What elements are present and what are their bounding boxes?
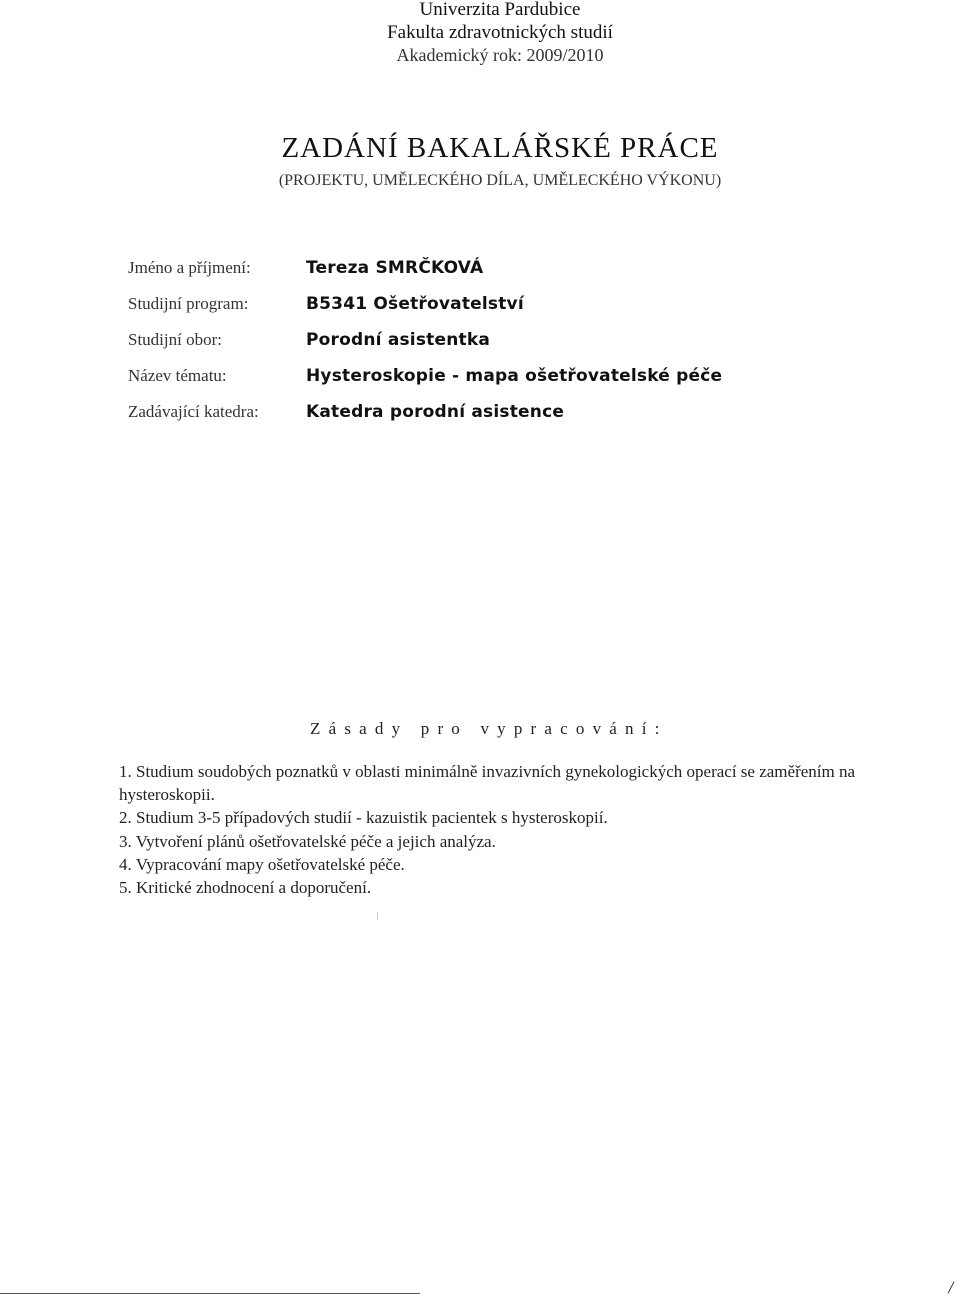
list-item: 4. Vypracování mapy ošetřovatelské péče. [119, 854, 405, 874]
info-row-name [128, 250, 722, 286]
document-title: ZADÁNÍ BAKALÁŘSKÉ PRÁCE [281, 132, 719, 164]
principles-list [119, 760, 889, 899]
info-label: Studijní obor: [128, 330, 222, 349]
list-item: 2. Studium 3-5 případových studií - kazuistik pacientek s hysteroskopií. [119, 808, 608, 828]
principles-heading: Zásady pro vypracování: [310, 719, 668, 738]
scan-mark-icon: ╱ [948, 1283, 955, 1294]
list-item: 5. Kritické zhodnocení a doporučení. [119, 878, 372, 898]
info-row-department [128, 394, 722, 430]
academic-year: Akademický rok: 2009/2010 [396, 45, 604, 65]
university-name: Univerzita Pardubice [419, 0, 581, 20]
info-value: Tereza SMRČKOVÁ [306, 258, 484, 278]
list-item: 3. Vytvoření plánů ošetřovatelské péče a jejich analýza. [119, 831, 496, 851]
info-row-field [128, 322, 722, 358]
info-label: Jméno a příjmení: [128, 258, 251, 277]
footnote-rule [0, 1293, 420, 1294]
info-value: Katedra porodní asistence [306, 402, 565, 422]
faculty-name: Fakulta zdravotnických studií [387, 22, 613, 43]
info-row-program [128, 286, 722, 322]
info-value: B5341 Ošetřovatelství [306, 294, 524, 314]
info-label: Studijní program: [128, 294, 249, 313]
document-subtitle: (PROJEKTU, UMĚLECKÉHO DÍLA, UMĚLECKÉHO VÝKONU) [278, 172, 722, 189]
info-table [128, 250, 722, 430]
info-value: Hysteroskopie - mapa ošetřovatelské péče [306, 366, 723, 386]
scan-speck [377, 912, 378, 920]
document-header [0, 0, 960, 67]
info-label: Zadávající katedra: [128, 402, 259, 421]
info-row-topic [128, 358, 722, 394]
info-value: Porodní asistentka [306, 330, 491, 350]
info-label: Název tématu: [128, 366, 227, 385]
list-item: 1. Studium soudobých poznatků v oblasti minimálně invazivních gynekologických operací se zaměřením na hysteroskopii. [119, 762, 856, 805]
